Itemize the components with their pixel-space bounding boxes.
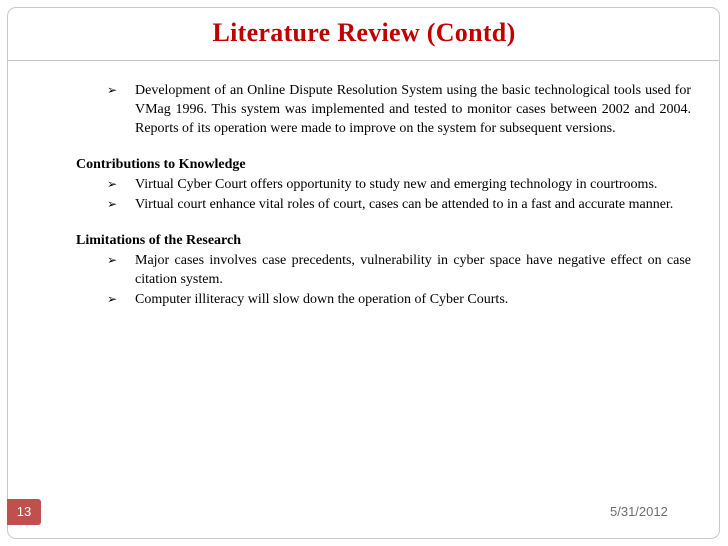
section-heading-contributions: Contributions to Knowledge: [76, 157, 246, 172]
list-item: [76, 81, 691, 138]
list-item: [76, 175, 691, 194]
section-heading-limitations: Limitations of the Research: [76, 233, 241, 248]
arrow-bullet-icon: ➢: [107, 253, 118, 267]
arrow-bullet-icon: ➢: [107, 197, 118, 211]
page-number-badge: 13: [7, 499, 41, 525]
arrow-bullet-icon: ➢: [107, 292, 118, 306]
title-divider: [8, 60, 719, 61]
slide-title: Literature Review (Contd): [212, 18, 516, 47]
bullet-text: Virtual court enhance vital roles of court, cases can be attended to in a fast and accurate manner.: [135, 197, 674, 212]
contributions-bullet-list: [76, 175, 691, 214]
arrow-bullet-icon: ➢: [107, 177, 118, 191]
bullet-text: Development of an Online Dispute Resolution System using the basic technological tools used for VMag 1996. This system was implemented and tested to monitor cases between 2002 and 2004. Reports of its operation were made to improve on the system for subsequent versions.: [135, 83, 691, 136]
limitations-bullet-list: [76, 251, 691, 309]
arrow-bullet-icon: ➢: [107, 83, 118, 97]
list-item: [76, 290, 691, 309]
bullet-text: Virtual Cyber Court offers opportunity to study new and emerging technology in courtrooms.: [135, 177, 658, 192]
list-item: [76, 251, 691, 289]
intro-bullet-list: [76, 81, 691, 138]
slide-date: 5/31/2012: [610, 504, 668, 519]
bullet-text: Major cases involves case precedents, vulnerability in cyber space have negative effect on case citation system.: [135, 253, 691, 287]
slide-content: [76, 81, 691, 310]
list-item: [76, 195, 691, 214]
bullet-text: Computer illiteracy will slow down the operation of Cyber Courts.: [135, 292, 509, 307]
